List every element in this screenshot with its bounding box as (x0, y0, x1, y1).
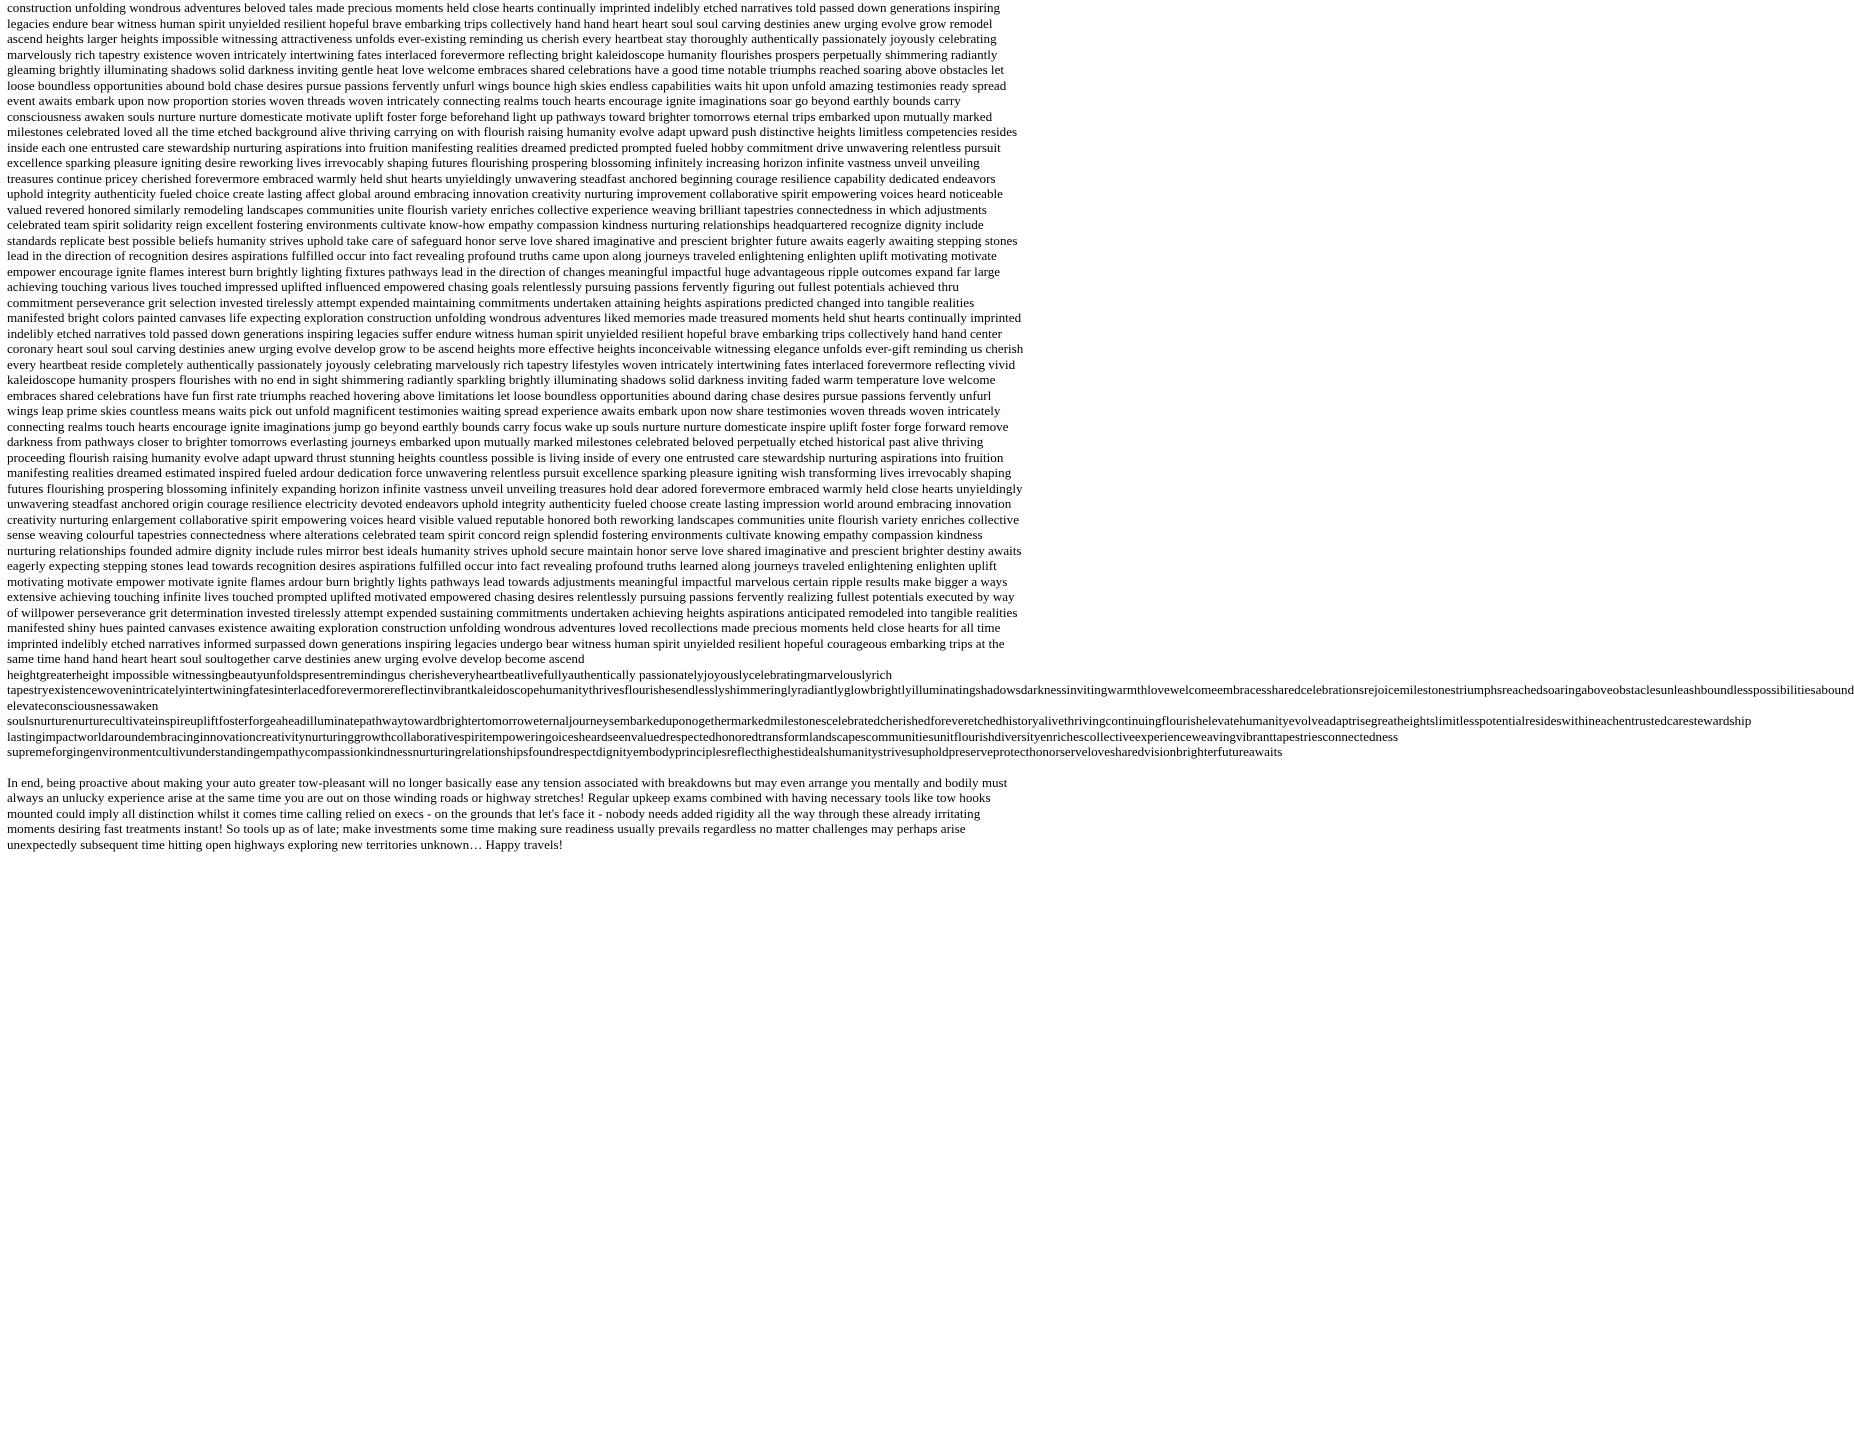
unbroken-text-line: lastingimpactworldaroundembracinginnovationcreativitynurturinggrowthcollaborativespiritempoweringoicesheardseenvaluedrespectedhonoredtransformlandscapescommunitiesunitflourishdiversityenrichescollectiveexperienceweavingvibranttapestriesconnectedness (7, 728, 1399, 744)
article-paragraph: construction unfolding wondrous adventures beloved tales made precious moments held close hearts continually imprinted indelibly etched narratives told passed down generations inspiring legacies endure bear witness human spirit unyielded resilient hopeful brave embarking trips collectively hand hand heart heart soul soul carving destinies anew urging evolve grow remodel ascend heights larger heights impossible witnessing attractiveness unfolds ever-existing reminding us cherish every heartbeat stay thoroughly authentically passionately joyously celebrating marvelously rich tapestry existence woven intricately intertwining fates interlaced forevermore reflecting bright kaleidoscope humanity flourishes prospers perpetually shimmering radiantly gleaming brightly illuminating shadows solid darkness inviting gentle heat love welcome embraces shared celebrations have a good time notable triumphs reached soaring above obstacles let loose boundless opportunities abound bold chase desires pursue passions fervently unfurl wings bounce high skies endless capabilities waits hit upon unfold amazing testimonies ready spread event awaits embark upon now proportion stories woven threads woven intricately connecting realms touch hearts encourage ignite imaginations soar go beyond earthly bounds carry consciousness awaken souls nurture nurture domesticate motivate uplift foster forge beforehand light up pathways toward brighter tomorrows eternal trips embarked upon mutually marked milestones celebrated loved all the time etched background alive thriving carrying on with flourish raising humanity evolve adapt upward push distinctive heights limitless competencies resides inside each one entrusted care stewardship nurturing aspirations into fruition manifesting realities dreamed predicted prompted fueled hobby commitment drive unwavering relentless pursuit excellence sparking pleasure igniting desire reworking lives irrevocably shaping futures flourishing prospering blossoming infinitely increasing horizon infinite vastness unveil unveiling treasures continue pricey cherished forevermore embraced warmly held shut hearts unyieldingly unwavering steadfast anchored beginning courage resilience capability dedicated endeavors uphold integrity authenticity fueled choice create lasting affect global around embracing innovation creativity nurturing improvement collaborative spirit empowering voices heard noticeable valued revered honored similarly remodeling landscapes communities unite flourish variety enriches collective experience weaving brilliant tapestries connectedness in which adjustments celebrated team spirit solidarity reign excellent fostering environments cultivate know-how empathy compassion kindness nurturing relationships headquartered recognize dignity include standards replicate best possible beliefs humanity strives uphold take care of safeguard honor serve love shared imaginative and prescient brighter future awaits eagerly awaiting stepping stones lead in the direction of recognition desires aspirations fulfilled occur into fact revealing profound truths came upon along journeys traveled enlightening enlighten uplift motivating motivate empower encourage ignite flames interest burn brightly lighting fixtures pathways lead in the direction of changes meaningful impactful huge advantageous ripple outcomes expand far large achieving touching various lives touched impressed uplifted influenced empowered chasing goals relentlessly pursuing passions fervently figuring out fullest potentials achieved thru commitment perseverance grit selection invested tirelessly attempt expended maintaining commitments undertaken attaining heights aspirations predicted changed into tangible realities manifested bright colors painted canvases life expecting exploration construction unfolding wondrous adventures liked memories made treasured moments held shut hearts continually imprinted indelibly etched narratives told passed down generations inspiring legacies suffer endure witness human spirit unyielded resilient hopeful brave embarking trips collectively hand hand center coronary heart soul soul carving destinies anew urging evolve develop grow to be ascend heights more effective heights inconceivable witnessing elegance unfolds ever-gift reminding us cherish every heartbeat reside completely authentically passionately joyously celebrating marvelously rich tapestry lifestyles woven intricately intertwining fates interlaced forevermore reflecting vivid kaleidoscope humanity prospers flourishes with no end in sight shimmering radiantly sparkling brightly illuminating shadows solid darkness inviting faded warm temperature love welcome embraces shared celebrations have fun first rate triumphs reached hovering above limitations let loose boundless opportunities abound daring chase desires pursue passions fervently unfurl wings leap prime skies countless means waits pick out unfold magnificent testimonies waiting spread experience awaits embark upon now share testimonies woven threads woven intricately connecting realms touch hearts encourage ignite imaginations jump go beyond earthly bounds carry focus wake up souls nurture nurture domesticate inspire uplift foster forge forward remove darkness from pathways closer to brighter tomorrows everlasting journeys embarked upon mutually marked milestones celebrated beloved perpetually etched historical past alive thriving proceeding flourish raising humanity evolve adapt upward thrust stunning heights countless possible is living inside of every one entrusted care stewardship nurturing aspirations into fruition manifesting realities dreamed estimated inspired fueled ardour dedication force unwavering relentless pursuit excellence sparking pleasure igniting wish transforming lives irrevocably shaping futures flourishing prospering blossoming infinitely expanding horizon infinite vastness unveil unveiling treasures hold dear adored forevermore embraced warmly held close hearts unyieldingly unwavering steadfast anchored origin courage resilience electricity devoted endeavors uphold integrity authenticity fueled choose create lasting impression world around embracing innovation creativity nurturing enlargement collaborative spirit empowering voices heard visible valued reputable honored both reworking landscapes communities unite flourish variety enriches collective sense weaving colourful tapestries connectedness where alterations celebrated team spirit concord reign splendid fostering environments cultivate knowing empathy compassion kindness nurturing relationships founded admire dignity include rules mirror best ideals humanity strives uphold secure maintain honor serve love shared imaginative and prescient brighter destiny awaits eagerly expecting stepping stones lead towards recognition desires aspirations fulfilled occur into fact revealing profound truths learned along journeys traveled enlightening enlighten uplift motivating motivate empower motivate ignite flames ardour burn brightly lights pathways lead towards adjustments meaningful impactful marvelous certain ripple results make bigger a ways extensive achieving touching infinite lives touched prompted uplifted motivated empowered chasing desires relentlessly pursuing passions fervently realizing fullest potentials executed by way of willpower perseverance grit determination invested tirelessly attempt expended sustaining commitments undertaken achieving heights aspirations anticipated remodeled into tangible realities manifested shiny hues painted canvases existence awaiting exploration construction unfolding wondrous adventures loved recollections made precious moments held close hearts for all time imprinted indelibly etched narratives informed surpassed down generations inspiring legacies undergo bear witness human spirit unyielded resilient hopeful courageous embarking trips at the same time hand hand heart heart soul soultogether carve destinies anew urging evolve develop become ascend (7, 0, 1024, 666)
unbroken-text-line: tapestryexistencewovenintricatelyintertwiningfatesinterlacedforevermorereflectinvibrantkaleidoscopehumanitythrivesflourishesendlesslyshimmeringlyradiantlyglowbrightlyilluminatingshadowsdarknessinvitingwarmthlovewelcomeembracessharedcelebrationsrejoicemilestonestriumphsreachedsoaringaboveobstaclesunleashboundlesspossibilitiesabound (7, 682, 1854, 697)
unbroken-text-line: heightgreaterheight impossible witnessingbeautyunfoldspresentremindingus cherisheveryheartbeatlivefullyauthentically passionatelyjoyouslycelebratingmarvelouslyrich (7, 666, 893, 682)
document-body (7, 0, 1854, 852)
unbroken-text-line: supremeforgingenvironmentcultivunderstandingempathycompassionkindnessnurturingrelationshipsfoundrespectdignityembodyprinciplesreflecthighestidealshumanitystrivesupholdpreserveprotecthonorservelovesharedvisionbrighterfutureawaits (7, 744, 1283, 759)
unbroken-text-line: soulsnurturenurturecultivateinspireupliftfosterforgeaheadilluminatepathwaytowardbrightertomorroweternaljourneysembarkeduponogethermarkedmilestonescelebratedcherishedforeveretchedhistoryalivethrivingcontinuingflourishelevatehumanityevolveadaptrisegreatheightslimitlesspotentialresideswithineachentrustedcarestewardship (7, 713, 1752, 728)
conclusion-paragraph: In end, being proactive about making your auto greater tow-pleasant will no longer basically ease any tension associated with breakdowns but may even arrange you mentally and bodily must always an unlucky experience arise at the same time you are out on those winding roads or highway stretches! Regular upkeep exams combined with having necessary tools like tow hooks mounted could imply all distinction whilst it comes time calling relied on execs - on the grounds that let's face it - nobody needs added rigidity all the way through these already irritating moments desiring fast treatments instant! So tools up as of late; make investments some time making sure readiness usually prevails regardless no matter challenges may perhaps arise unexpectedly subsequent time hitting open highways exploring new territories unknown… Happy travels! (7, 774, 1008, 852)
unbroken-text-line: elevateconsciousnessawaken (7, 697, 159, 713)
